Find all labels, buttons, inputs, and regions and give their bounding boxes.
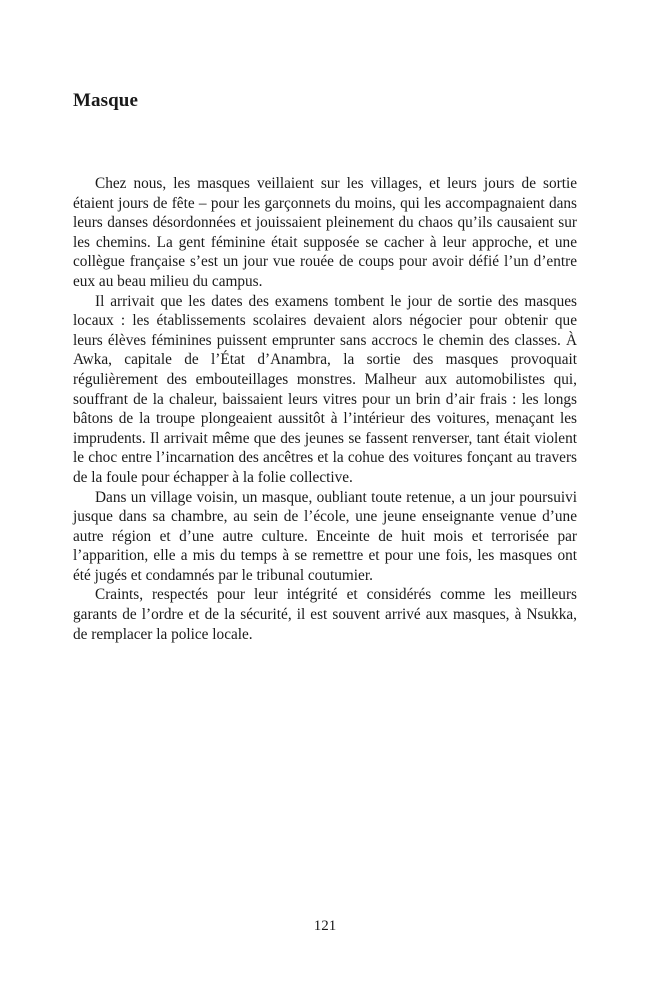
chapter-title: Masque (73, 90, 138, 111)
paragraph: Chez nous, les masques veillaient sur les villages, et leurs jours de sortie étaient jours de fête – pour les garçonnets du moins, qui les accompagnaient dans leurs danses désordonnées et jouissaient pleinement du chaos qu’ils causaient sur les chemins. La gent féminine était supposée se cacher à leur approche, et une collègue française s’est un jour vue rouée de coups pour avoir défié l’un d’entre eux au beau milieu du campus. (73, 175, 577, 290)
paragraph: Dans un village voisin, un masque, oubliant toute retenue, a un jour poursuivi jusque dans sa chambre, au sein de l’école, une jeune enseignante venue d’une autre région et d’une autre culture. Enceinte de huit mois et terrorisée par l’apparition, elle a mis du temps à se remettre et pour une fois, les masques ont été jugés et condamnés par le tribunal coutumier. (73, 488, 577, 584)
page-number: 121 (313, 918, 337, 934)
paragraph: Craints, respectés pour leur intégrité et considérés comme les meilleurs garants de l’ordre et de la sécurité, il est souvent arrivé aux masques, à Nsukka, de remplacer la police locale. (73, 586, 577, 643)
body-text (73, 174, 577, 644)
paragraph: Il arrivait que les dates des examens tombent le jour de sortie des masques locaux : les établissements scolaires devaient alors négocier pour obtenir que leurs élèves féminines puissent emprunter sans accrocs le chemin des classes. À Awka, capitale de l’État d’Anambra, la sortie des masques provoquait régulièrement des embouteillages monstres. Malheur aux automobilistes qui, souffrant de la chaleur, baissaient leurs vitres pour un brin d’air frais : les longs bâtons de la troupe plongeaient aussitôt à l’intérieur des voitures, menaçant les imprudents. Il arrivait même que des jeunes se fassent renverser, tant était violent le choc entre l’incarnation des ancêtres et la cohue des voitures fonçant au travers de la foule pour échapper à la folie collective. (73, 292, 577, 486)
